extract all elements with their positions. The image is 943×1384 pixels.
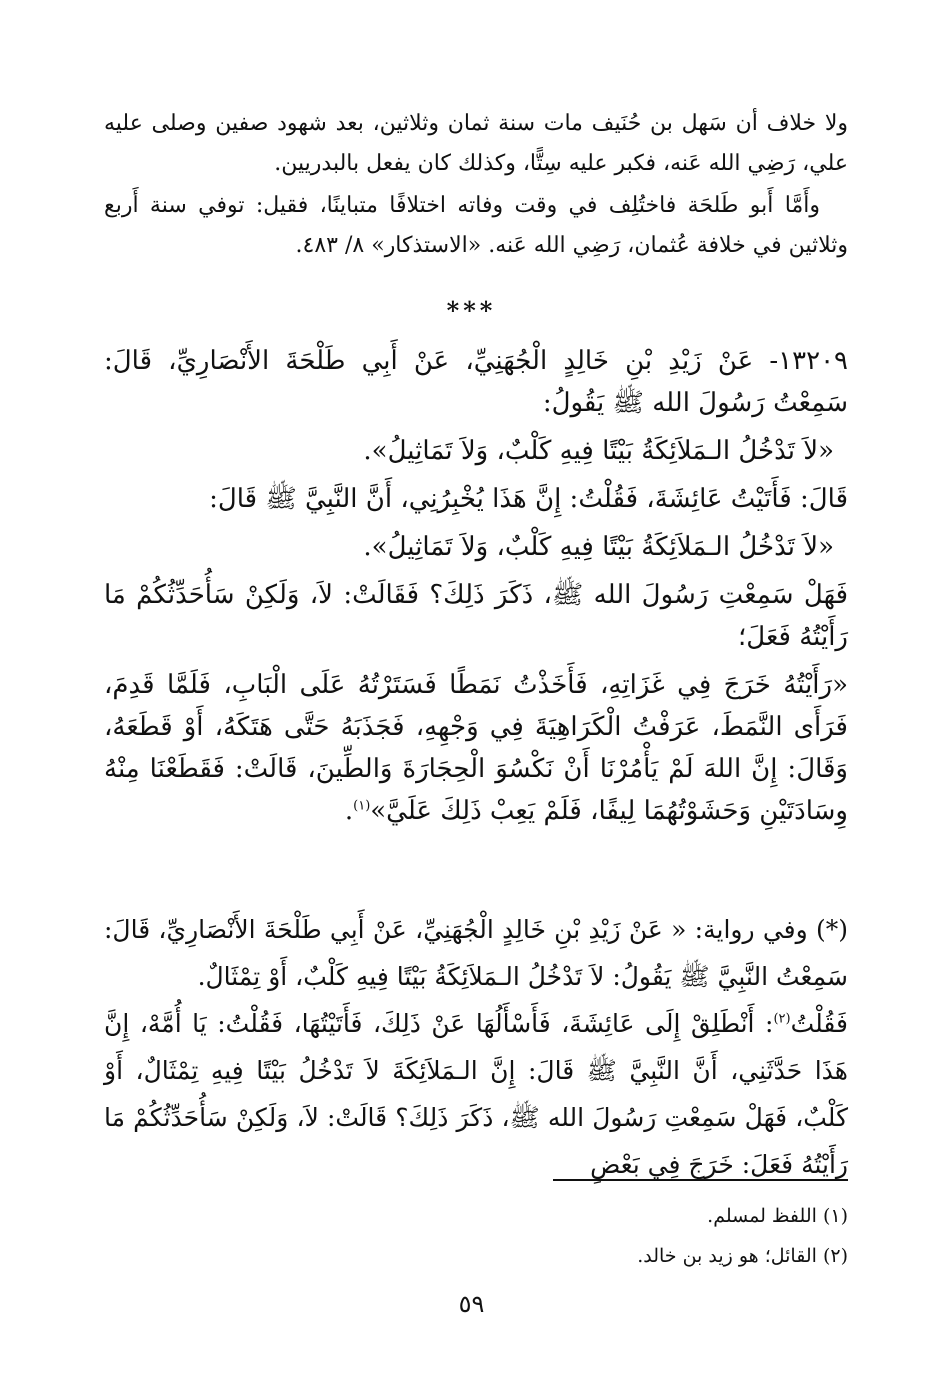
footnote-divider xyxy=(553,1179,848,1181)
alt-paragraph-2-start: فَقُلْتُ xyxy=(790,1009,848,1038)
footnote-1: (١) اللفظ لمسلم. xyxy=(707,1205,848,1227)
hadith-story-text: «رَأَيْتُهُ خَرَجَ فِي غَزَاتِهِ، فَأَخَذْتُ نَمَطًا فَسَتَرْتُهُ عَلَى الْبَابِ، فَلَمَّا قَدِمَ، فَرَأَى النَّمَطَ، عَرَفْتُ الْكَرَاهِيَةَ فِي وَجْهِهِ، فَجَذَبَهُ حَتَّى هَتَكَهُ، أَوْ قَطَعَهُ، وَقَالَ: إِنَّ اللهَ لَمْ يَأْمُرْنَا أَنْ نَكْسُوَ الْحِجَارَةَ وَالطِّينَ، قَالَتْ: فَقَطَعْنَا مِنْهُ وِسَادَتَيْنِ وَحَشَوْتُهُمَا لِيفًا، فَلَمْ يَعِبْ ذَلِكَ عَلَيَّ» xyxy=(104,670,848,826)
hadith-section xyxy=(104,340,848,838)
section-separator: *** xyxy=(446,296,497,325)
footnote-ref-2: (٢) xyxy=(773,1011,791,1027)
hadith-quote-2: «لاَ تَدْخُلُ الـمَلاَئِكَةُ بَيْتًا فِيهِ كَلْبٌ، وَلاَ تَمَاثِيلُ». xyxy=(363,532,834,562)
hadith-said: قَالَ: فَأَتَيْتُ عَائِشَةَ، فَقُلْتُ: إِنَّ هَذَا يُخْبِرُنِي، أَنَّ النَّبِيَّ ﷺ قَالَ: xyxy=(209,484,848,514)
alternate-narration-section xyxy=(104,906,848,1188)
intro-paragraph-2: وأَمَّا أَبو طَلحَة فاختُلِف في وقت وفاته اختلافًا متباينًا، فقيل: توفي سنة أَربع وثلاثين في خلافة عُثمان، رَضِي الله عَنه. «الاستذكار» ٨/ ٤٨٣. xyxy=(104,193,848,258)
footnotes xyxy=(104,1196,848,1276)
intro-paragraph-1: ولا خلاف أن سَهل بن حُنَيف مات سنة ثمان وثلاثين، بعد شهود صفين وصلى عليه علي، رَضِي الله عَنه، فكبر عليه سِتًّا، وكذلك كان يفعل بالبدريين. xyxy=(104,111,848,176)
hadith-intro: ١٣٢٠٩- عَنْ زَيْدِ بْنِ خَالِدٍ الْجُهَنِيِّ، عَنْ أَبِي طَلْحَةَ الأَنْصَارِيِّ، قَالَ: سَمِعْتُ رَسُولَ الله ﷺ يَقُولُ: xyxy=(104,346,848,418)
hadith-story: «رَأَيْتُهُ خَرَجَ فِي غَزَاتِهِ، فَأَخَذْتُ نَمَطًا فَسَتَرْتُهُ عَلَى الْبَابِ، فَلَمَّا قَدِمَ، فَرَأَى النَّمَطَ، عَرَفْتُ الْكَرَاهِيَةَ فِي وَجْهِهِ، فَجَذَبَهُ حَتَّى هَتَكَهُ، أَوْ قَطَعَهُ، وَقَالَ: إِنَّ اللهَ لَمْ يَأْمُرْنَا أَنْ نَكْسُوَ الْحِجَارَةَ وَالطِّينَ، قَالَتْ: فَقَطَعْنَا مِنْهُ وِسَادَتَيْنِ وَحَشَوْتُهُمَا لِيفًا، فَلَمْ يَعِبْ ذَلِكَ عَلَيَّ»$^{(١)}$. xyxy=(104,670,848,826)
alt-paragraph-1: (*) وفي رواية: « عَنْ زَيْدِ بْنِ خَالِدٍ الْجُهَنِيِّ، عَنْ أَبِي طَلْحَةَ الأَنْصَارِيِّ، قَالَ: سَمِعْتُ النَّبِيَّ ﷺ يَقُولُ: لاَ تَدْخُلُ الـمَلاَئِكَةُ بَيْتًا فِيهِ كَلْبٌ، أَوْ تِمْثَالٌ. xyxy=(104,915,848,991)
intro-section xyxy=(104,104,848,268)
hadith-question: فَهَلْ سَمِعْتِ رَسُولَ الله ﷺ، ذَكَرَ ذَلِكَ؟ فَقَالَتْ: لاَ، وَلَكِنْ سَأُحَدِّثُكُمْ مَا رَأَيْتُهُ فَعَلَ؛ xyxy=(104,580,848,652)
footnote-ref-1: (١) xyxy=(353,798,371,814)
alt-paragraph-2-rest: : أَنْطَلِقْ إِلَى عَائِشَةَ، فَأَسْأَلُهَا عَنْ ذَلِكَ، فَأَتَيْتُهَا، فَقُلْتُ: يَا أُمَّهْ، إِنَّ هَذَا حَدَّثَنِي، أَنَّ النَّبِيَّ ﷺ قَالَ: إِنَّ الـمَلاَئِكَةَ لاَ تَدْخُلُ بَيْتًا فِيهِ تِمْثَالٌ، أَوْ كَلْبٌ، فَهَلْ سَمِعْتِ رَسُولَ الله ﷺ، ذَكَرَ ذَلِكَ؟ قَالَتْ: لاَ، وَلَكِنْ سَأُحَدِّثُكُمْ مَا رَأَيْتُهُ فَعَلَ: خَرَجَ فِي بَعْضِ xyxy=(104,1009,848,1179)
footnote-2: (٢) القائل؛ هو زيد بن خالد. xyxy=(637,1245,848,1267)
alt-paragraph-2 xyxy=(104,1000,848,1188)
hadith-quote-1: «لاَ تَدْخُلُ الـمَلاَئِكَةُ بَيْتًا فِيهِ كَلْبٌ، وَلاَ تَمَاثِيلُ». xyxy=(363,436,834,466)
page-number: ٥٩ xyxy=(458,1290,485,1318)
